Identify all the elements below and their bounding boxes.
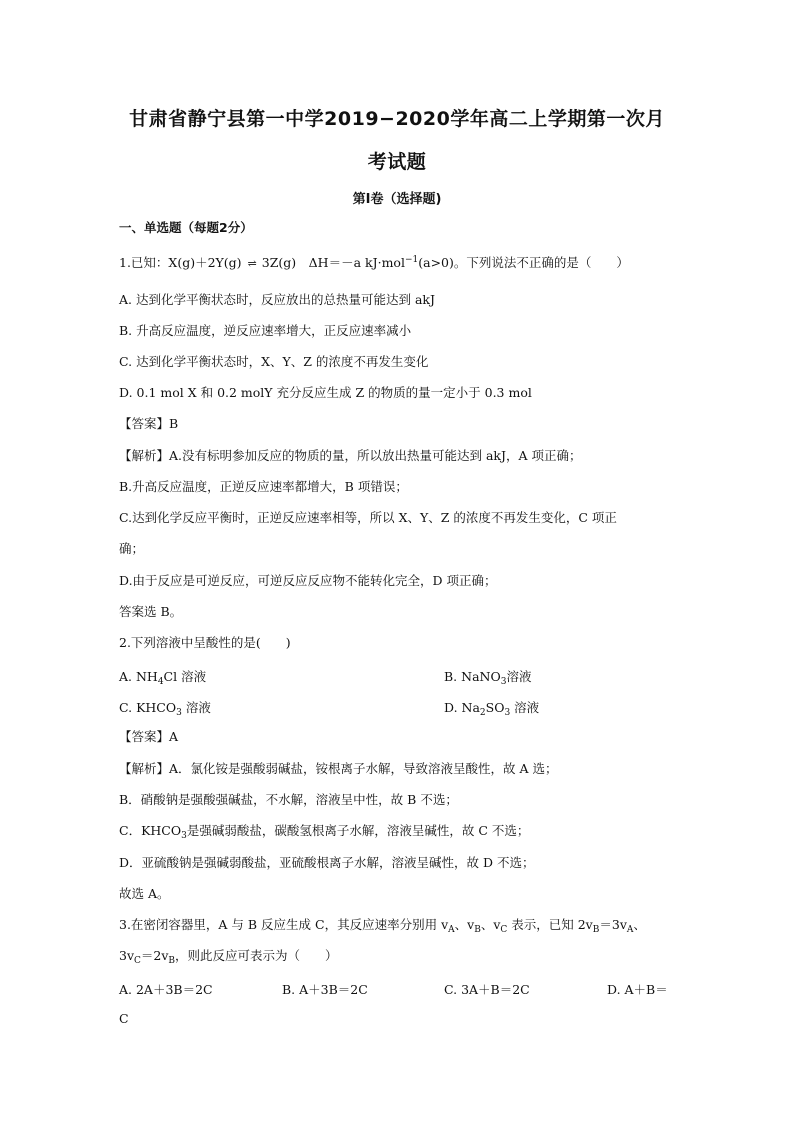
paper-section-title: 第Ⅰ卷（选择题) bbox=[352, 192, 442, 207]
q2-option-d bbox=[444, 698, 539, 716]
q2-option-b-pre: B. NaNO bbox=[444, 669, 501, 684]
q1-stem bbox=[119, 255, 679, 272]
q3-text: 3v bbox=[119, 948, 135, 963]
q1-analysis-line: B.升高反应温度，正逆反应速率都增大，B 项错误； bbox=[119, 479, 408, 494]
q2-option-c-pre: C. KHCO bbox=[119, 700, 177, 715]
q1-answer: 【答案】B bbox=[119, 416, 179, 431]
q2-option-c-post: 溶液 bbox=[181, 700, 211, 715]
q2-option-d-mid: SO bbox=[485, 700, 505, 715]
q2-option-c-sub: 3 bbox=[176, 708, 182, 718]
q1-analysis-line: 确； bbox=[119, 541, 145, 556]
q1-analysis-line: C.达到化学反应平衡时，正逆反应速率相等，所以 X、Y、Z 的浓度不再发生变化，C 项正 bbox=[119, 510, 617, 525]
q2-stem: 2.下列溶液中呈酸性的是( ) bbox=[119, 635, 291, 650]
q1-option-d: D. 0.1 mol X 和 0.2 molY 充分反应生成 Z 的物质的量一定小于 0.3 mol bbox=[119, 385, 532, 400]
section-heading: 一、单选题（每题2分） bbox=[119, 220, 253, 235]
q3-sub: C bbox=[134, 956, 141, 966]
q1-stem-sup: −1 bbox=[404, 255, 419, 265]
q2-analysis-line: D．亚硫酸钠是强碱弱酸盐，亚硫酸根离子水解，溶液呈碱性，故 D 不选； bbox=[119, 855, 535, 870]
q3-text: 、v bbox=[454, 917, 475, 932]
q1-stem-suffix: (a>0)。下列说法不正确的是（ ） bbox=[418, 255, 629, 270]
q1-analysis-line: D.由于反应是可逆反应，可逆反应反应物不能转化完全，D 项正确； bbox=[119, 573, 497, 588]
q3-sub: B bbox=[592, 925, 600, 935]
q1-option-b: B. 升高反应温度，逆反应速率增大，正反应速率减小 bbox=[119, 323, 412, 338]
q3-text: ＝2v bbox=[140, 948, 169, 963]
q2-option-d-sub1: 2 bbox=[479, 708, 486, 718]
q3-text: 3.在密闭容器里，A 与 B 反应生成 C，其反应速率分别用 v bbox=[119, 917, 449, 932]
q3-sub: A bbox=[448, 925, 455, 935]
q2-analysis-line: B．硝酸钠是强酸强碱盐，不水解，溶液呈中性，故 B 不选； bbox=[119, 792, 458, 807]
q3-stem-line2 bbox=[119, 948, 679, 964]
q3-option-a: A. 2A＋3B＝2C bbox=[119, 982, 213, 997]
q3-option-b: B. A＋3B＝2C bbox=[282, 982, 368, 997]
q3-option-d-continued: C bbox=[119, 1011, 129, 1026]
q2-option-b bbox=[444, 667, 531, 685]
q3-option-d: D. A＋B＝ bbox=[607, 982, 668, 997]
q1-stem-prefix: 1.已知：X(g)＋2Y(g) bbox=[119, 255, 242, 270]
q2-analysis-line: 故选 A。 bbox=[119, 886, 170, 901]
document-title-line2: 考试题 bbox=[367, 151, 427, 173]
q3-text: 表示，已知 2v bbox=[507, 917, 593, 932]
document-title-line1: 甘肃省静宁县第一中学2019−2020学年高二上学期第一次月 bbox=[129, 108, 665, 130]
q2-option-b-post: 溶液 bbox=[506, 669, 532, 684]
q1-option-c: C. 达到化学平衡状态时，X、Y、Z 的浓度不再发生变化 bbox=[119, 354, 429, 369]
q1-option-a: A. 达到化学平衡状态时，反应放出的总热量可能达到 akJ bbox=[119, 292, 435, 307]
q2-answer: 【答案】A bbox=[119, 729, 179, 744]
q3-text: ＝3v bbox=[599, 917, 627, 932]
q3-sub: B bbox=[474, 925, 481, 935]
q2-option-a-pre: A. NH bbox=[119, 669, 158, 684]
q3-sub: A bbox=[626, 925, 634, 935]
q1-analysis-line: 答案选 B。 bbox=[119, 604, 183, 619]
q2-option-d-sub2: 3 bbox=[504, 708, 511, 718]
q2-analysis-line bbox=[119, 823, 679, 839]
q1-analysis-line: 【解析】A.没有标明参加反应的物质的量，所以放出热量可能达到 akJ，A 项正确； bbox=[119, 448, 582, 463]
q3-text: 、 bbox=[633, 917, 646, 932]
q2-analysis3-sub: 3 bbox=[181, 831, 187, 841]
q2-option-d-pre: D. Na bbox=[444, 700, 480, 715]
q2-analysis3-post: 是强碱弱酸盐，碳酸氢根离子水解，溶液呈碱性，故 C 不选； bbox=[186, 823, 530, 838]
q2-option-a bbox=[119, 667, 206, 685]
q3-sub: C bbox=[500, 925, 508, 935]
q2-analysis-line: 【解析】A．氯化铵是强酸弱碱盐，铵根离子水解，导致溶液呈酸性，故 A 选； bbox=[119, 761, 558, 776]
q3-option-c: C. 3A＋B＝2C bbox=[444, 982, 530, 997]
q2-option-d-post: 溶液 bbox=[510, 700, 540, 715]
q2-analysis3-pre: C．KHCO bbox=[119, 823, 182, 838]
q3-stem-line1 bbox=[119, 917, 679, 933]
q2-option-a-post: Cl 溶液 bbox=[163, 669, 207, 684]
q3-text: 、v bbox=[480, 917, 501, 932]
q2-option-c bbox=[119, 698, 211, 716]
q1-stem-middle: 3Z(g) ΔH＝－a kJ·mol bbox=[261, 255, 405, 270]
q2-option-b-sub: 3 bbox=[500, 677, 507, 687]
q3-text: ，则此反应可表示为（ ） bbox=[175, 948, 338, 963]
q2-option-a-sub: 4 bbox=[157, 677, 164, 687]
equilibrium-arrow-icon: ⇌ bbox=[247, 257, 256, 270]
q3-sub: B bbox=[168, 956, 176, 966]
